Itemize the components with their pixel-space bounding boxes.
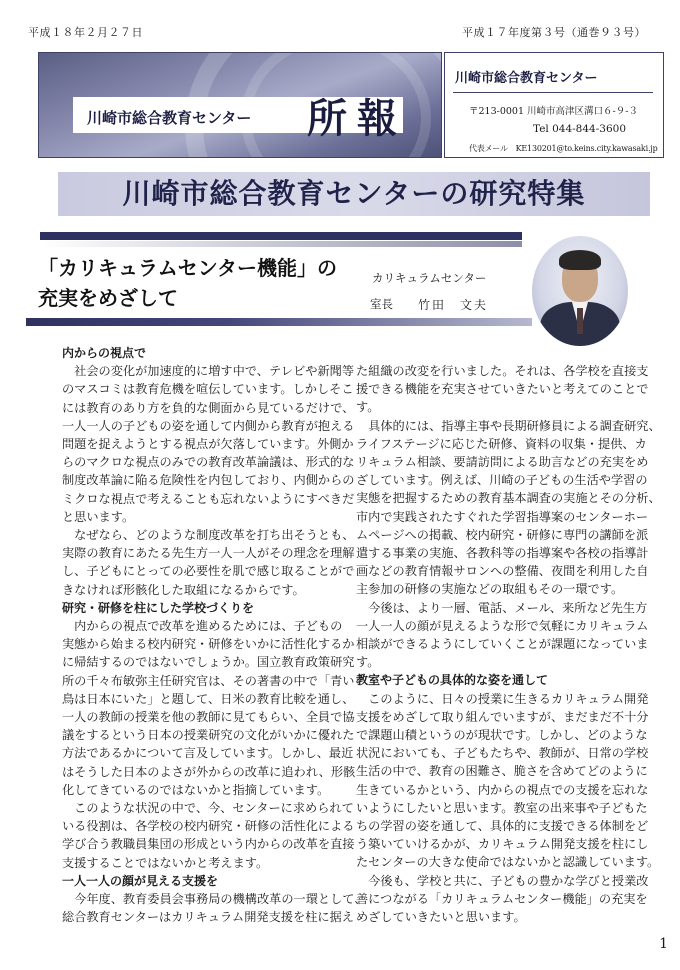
- section-heading: 研究・研修を柱にした学校づくりを: [62, 600, 255, 615]
- body-text-line: のマスコミは教育危機を喧伝しています。しかしそこ: [62, 382, 354, 397]
- body-text-line: ライフステージに応じた研修、資料の収集・提供、カ: [356, 436, 647, 451]
- body-text-line: 今年度、教育委員会事務局の機構改革の一環として、: [62, 892, 367, 907]
- publisher-tel: Tel 044-844-3600: [533, 123, 626, 135]
- publisher-address: 〒213-0001 川崎市高津区溝口６-９-３: [469, 106, 638, 117]
- body-text-line: ざしています。例えば、川崎の子どもの生活や学習の: [356, 473, 648, 488]
- author-portrait: [532, 236, 628, 346]
- body-text-line: 主参加の研修の実施などの取組もその一環です。: [356, 582, 624, 597]
- masthead-title: 所報: [307, 96, 407, 142]
- body-text-line: 生きているかという、内からの視点での支援を忘れな: [356, 782, 649, 797]
- body-text-line: と思います。: [62, 509, 135, 524]
- body-text-line: たセンターの大きな使命ではないかと認識しています。: [356, 855, 660, 870]
- body-text-line: ミクロな視点で考えることも忘れないようにすべきだ: [62, 491, 355, 506]
- publisher-email: 代表メール KE130201@to.keins.city.kawasaki.jp: [469, 144, 658, 153]
- divider: [40, 232, 522, 240]
- body-text-line: 画などの教育情報サロンへの整備、夜間を利用した自: [356, 564, 649, 579]
- body-text-line: 善につながる「カリキュラムセンター機能」の充実を: [356, 891, 648, 906]
- body-text-line: 一人一人の顔が見えるような形で気軽にカリキュラム: [356, 618, 649, 633]
- feature-headline: 川崎市総合教育センターの研究特集: [122, 177, 586, 210]
- publisher-info-box: [444, 52, 664, 158]
- masthead-banner: [38, 52, 442, 158]
- body-text-line: 実際の教育にあたる先生方一人一人がその理念を理解: [62, 546, 355, 561]
- issue-number: 平成１７年度第３号（通巻９３号）: [462, 26, 646, 39]
- body-text-line: はそうした日本のよさが外からの改革に追われ、形骸: [62, 764, 356, 779]
- body-text-line: 一人一人の子どもの姿を通して内側から教育が抱える: [62, 418, 355, 433]
- body-text-line: で課題山積というのが現状です。しかし、どのような: [356, 728, 648, 743]
- body-text-line: す。: [356, 655, 380, 670]
- body-text-line: なぜなら、どのような制度改革を打ち出そうとも、: [62, 528, 355, 543]
- divider: [26, 318, 532, 326]
- body-text-line: 具体的には、指導主事や長期研修員による調査研究、: [356, 418, 661, 433]
- section-heading: 一人一人の顔が見える支援を: [62, 873, 219, 888]
- body-text-line: 今後は、より一層、電話、メール、来所など先生方: [356, 600, 648, 615]
- article-title-line1: 「カリキュラムセンター機能」の: [38, 256, 337, 280]
- body-text-line: このような状況の中で、今、センターに求められて: [62, 801, 354, 816]
- author-role: 室長: [370, 297, 393, 311]
- body-text-line: う築いていけるかが、カリキュラム開発支援を柱にし: [356, 837, 649, 852]
- body-text-line: めざしていきたいと思います。: [356, 910, 526, 925]
- body-text-line: 支援をめざして取り組んでいますが、まだまだ不十分: [356, 709, 649, 724]
- body-text-line: 社会の変化が加速度的に増す中で、テレビや新聞等: [62, 364, 355, 379]
- body-text-line: 総合教育センターはカリキュラム開発支援を柱に据え: [62, 910, 354, 925]
- body-text-line: 遣する事業の実施、各教科等の指導案や各校の指導計: [356, 546, 649, 561]
- section-heading: 教室や子どもの具体的な姿を通して: [356, 673, 549, 688]
- article-right-column: [356, 362, 661, 926]
- body-text-line: らのマクロな視点のみでの教育改革論議は、形式的な: [62, 455, 355, 470]
- divider: [453, 92, 653, 93]
- body-text-line: 実態から始まる校内研究・研修をいかに活性化するか: [62, 637, 355, 652]
- body-text-line: 生活の中で、教育の困難さ、脆さを含めてどのように: [356, 764, 648, 779]
- publisher-name: 川崎市総合教育センター: [455, 71, 598, 86]
- body-text-line: いる役割は、各学校の校内研究・研修の活性化による: [62, 819, 355, 834]
- body-text-line: 援できる機能を充実させていきたいと考えてのことで: [356, 382, 649, 397]
- body-text-line: 状況においても、子どもたちや、教師が、日常の学校: [356, 746, 649, 761]
- issue-date: 平成１８年２月２７日: [28, 26, 143, 39]
- body-text-line: 支援することではないかと考えます。: [62, 855, 269, 870]
- body-text-line: し、子どもにとっての必要性を肌で感じ取ることがで: [62, 564, 355, 579]
- body-text-line: ムページへの掲載、校内研究・研修に専門の講師を派: [356, 527, 649, 542]
- body-text-line: 学び合う教職員集団の形成という内からの改革を直接: [62, 837, 355, 852]
- body-text-line: 方法であるかについて言及しています。しかし、最近: [62, 746, 354, 761]
- body-text-line: 一人の教師の授業を他の教師に見てもらい、全員で協: [62, 710, 355, 725]
- body-text-line: 市内で実践されたすぐれた学習指導案のセンターホー: [356, 509, 649, 524]
- portrait-tie: [577, 308, 583, 334]
- body-text-line: ちの学習の姿を通して、具体的に支援できる体制をど: [356, 819, 649, 834]
- body-text-line: に帰結するのではないでしょうか。国立教育政策研究: [62, 655, 355, 670]
- section-heading: 内からの視点で: [62, 346, 147, 360]
- body-text-line: このように、日々の授業に生きるカリキュラム開発: [356, 691, 649, 706]
- body-text-line: 内からの視点で改革を進めるためには、子どもの: [62, 619, 343, 634]
- divider: [40, 241, 522, 247]
- body-text-line: には教育のあり方を負的な側面から見ているだけで、: [62, 400, 355, 415]
- body-text-line: 相談ができるようにしていくことが課題になっていま: [356, 637, 649, 652]
- body-text-line: 実態を把握するための教育基本調査の実施とその分析、: [356, 491, 661, 506]
- body-text-line: 制度改革論に陥る危険性を内包しており、内側からの: [62, 473, 355, 488]
- author-department: カリキュラムセンター: [372, 271, 487, 285]
- body-text-line: 化してきているのではないかと指摘しています。: [62, 782, 330, 797]
- portrait-hair: [559, 250, 601, 270]
- body-text-line: た組織の改変を行いました。それは、各学校を直接支: [356, 364, 649, 378]
- body-text-line: 問題を捉えようとする視点が欠落しています。外側か: [62, 437, 354, 452]
- article-left-column: [62, 344, 366, 927]
- body-text-line: 所の千々布敏弥主任研究官は、その著書の中で「青い: [62, 673, 355, 688]
- body-text-line: 今後も、学校と共に、子どもの豊かな学びと授業改: [356, 873, 649, 888]
- masthead-org-name: 川崎市総合教育センター: [87, 109, 252, 127]
- body-text-line: す。: [356, 400, 380, 415]
- page-number: 1: [659, 936, 668, 952]
- body-text-line: いようにしたいと思います。教室の出来事や子どもた: [356, 800, 648, 815]
- body-text-line: 議をするという日本の授業研究の文化がいかに優れた: [62, 728, 355, 743]
- article-title-line2: 充実をめざして: [38, 286, 178, 310]
- body-text-line: きなければ形骸化した取組になるからです。: [62, 582, 305, 597]
- body-text-line: リキュラム相談、要請訪問による助言などの充実をめ: [356, 455, 649, 470]
- body-text-line: 鳥は日本にいた」と題して、日米の教育比較を通し、: [62, 691, 355, 706]
- author-name: 竹田 文夫: [418, 298, 489, 312]
